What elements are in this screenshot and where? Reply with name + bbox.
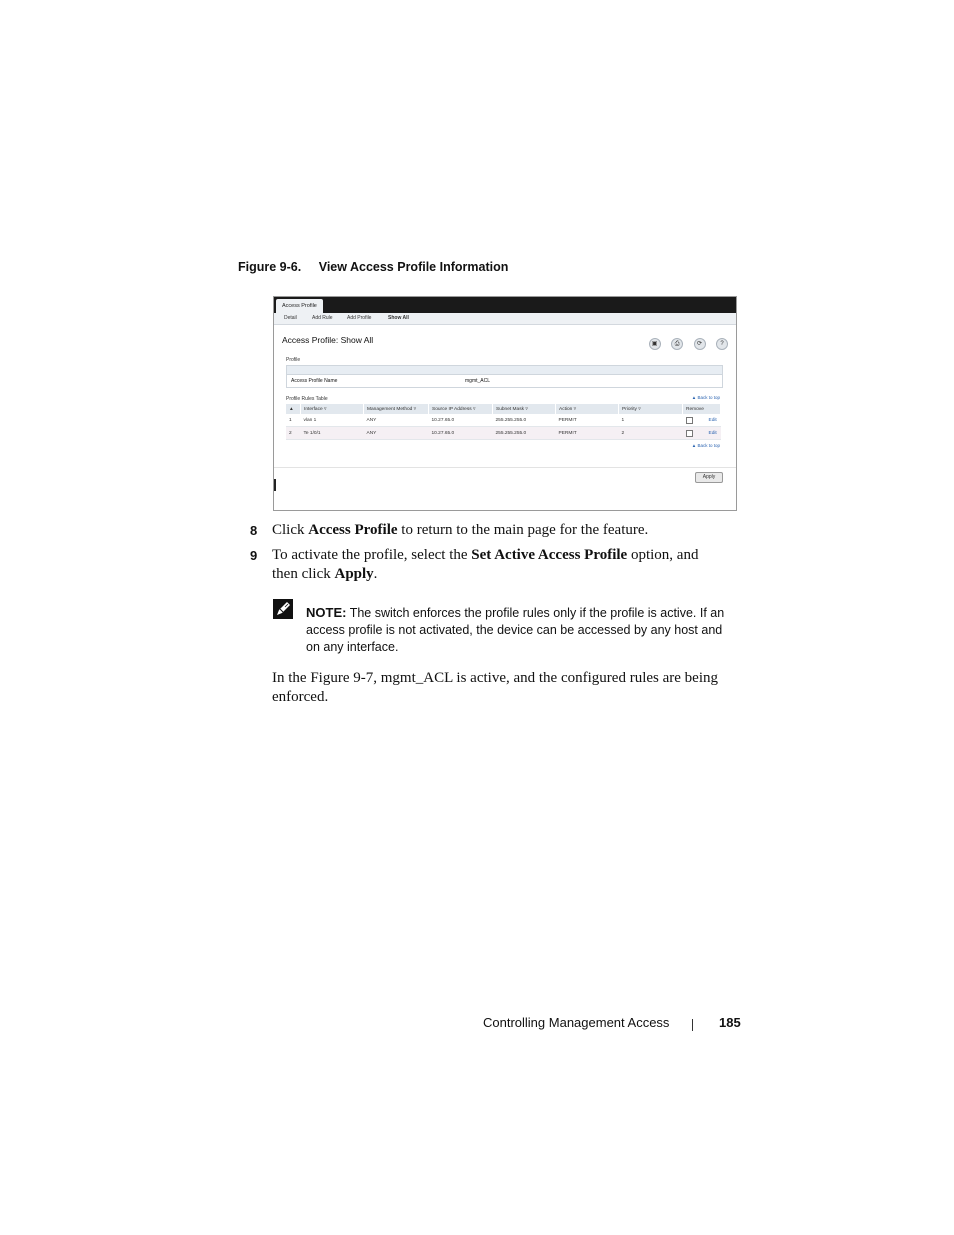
step-9 <box>250 546 740 586</box>
profile-rules-table <box>286 404 721 440</box>
cell-priority: 2 <box>619 427 683 440</box>
cell-remove <box>683 414 721 427</box>
back-to-top-link[interactable]: ▲ Back to top <box>691 443 720 448</box>
step-number: 8 <box>250 523 258 538</box>
page-title: Access Profile: Show All <box>282 335 374 345</box>
print-icon[interactable]: ⎙ <box>671 338 683 350</box>
remove-checkbox[interactable] <box>686 430 693 437</box>
profile-name-label: Access Profile Name <box>291 378 338 384</box>
cell-action: PERMIT <box>556 414 619 427</box>
footer-separator <box>692 1019 693 1031</box>
figure-caption <box>238 260 508 274</box>
save-icon[interactable]: ▣ <box>649 338 661 350</box>
remove-checkbox[interactable] <box>686 417 693 424</box>
col-management-method[interactable]: Management Method ▿ <box>364 404 429 414</box>
page-number: 185 <box>719 1015 741 1030</box>
cell-interface: vlan 1 <box>301 414 364 427</box>
subnav-add-rule[interactable]: Add Rule <box>312 315 333 321</box>
profile-box <box>286 365 723 388</box>
back-to-top-link[interactable]: ▲ Back to top <box>691 395 720 400</box>
cell-action: PERMIT <box>556 427 619 440</box>
rules-section-label: Profile Rules Table <box>286 396 328 402</box>
divider <box>274 467 736 468</box>
table-row <box>286 427 721 440</box>
profile-section-label: Profile <box>286 357 301 363</box>
cell-index: 2 <box>286 427 301 440</box>
figure-title: View Access Profile Information <box>318 260 509 274</box>
top-bar <box>274 297 736 313</box>
col-action[interactable]: Action ▿ <box>556 404 619 414</box>
cell-interface: Te 1/0/1 <box>301 427 364 440</box>
cell-remove <box>683 427 721 440</box>
cell-source-ip: 10.27.65.0 <box>429 427 493 440</box>
cell-method: ANY <box>364 427 429 440</box>
cell-index: 1 <box>286 414 301 427</box>
subnav-show-all[interactable]: Show All <box>388 315 409 321</box>
edit-link[interactable]: Edit <box>708 431 717 437</box>
scroll-marker <box>274 479 276 491</box>
cell-method: ANY <box>364 414 429 427</box>
col-source-ip[interactable]: Source IP Address ▿ <box>429 404 493 414</box>
refresh-icon[interactable]: ⟳ <box>694 338 706 350</box>
figure-screenshot <box>273 296 737 511</box>
figure-number: Figure 9-6. <box>238 260 302 274</box>
col-sort[interactable]: ▲ <box>286 404 301 414</box>
note-body: The switch enforces the profile rules only if the profile is active. If an access profile is not activated, the device can be accessed by any host and on any interface. <box>306 606 725 654</box>
cell-priority: 1 <box>619 414 683 427</box>
pencil-note-icon <box>273 599 293 619</box>
note-label: NOTE: <box>306 605 347 620</box>
cell-subnet: 255.255.255.0 <box>493 414 556 427</box>
step-text: To activate the profile, select the Set Active Access Profile option, and then click Apply. <box>272 547 699 582</box>
col-priority[interactable]: Priority ▿ <box>619 404 683 414</box>
body-paragraph: In the Figure 9-7, mgmt_ACL is active, and the configured rules are being enforced. <box>272 670 718 705</box>
col-remove: Remove <box>683 404 721 414</box>
col-subnet-mask[interactable]: Subnet Mask ▿ <box>493 404 556 414</box>
toolbar <box>643 332 728 350</box>
cell-source-ip: 10.27.65.0 <box>429 414 493 427</box>
step-number: 9 <box>250 548 258 563</box>
subnav-detail[interactable]: Detail <box>284 315 297 321</box>
tab-access-profile[interactable]: Access Profile <box>276 299 323 313</box>
help-icon[interactable]: ? <box>716 338 728 350</box>
subnav-add-profile[interactable]: Add Profile <box>347 315 372 321</box>
note-text <box>306 604 736 656</box>
step-8 <box>250 521 740 541</box>
sub-navigation <box>274 313 736 325</box>
step-text: Click Access Profile to return to the main page for the feature. <box>272 522 649 538</box>
apply-button[interactable]: Apply <box>695 472 723 483</box>
profile-name-value: mgmt_ACL <box>465 378 491 384</box>
edit-link[interactable]: Edit <box>708 418 717 424</box>
col-interface[interactable]: Interface ▿ <box>301 404 364 414</box>
cell-subnet: 255.255.255.0 <box>493 427 556 440</box>
table-row <box>286 414 721 427</box>
footer-section-title: Controlling Management Access <box>483 1015 670 1030</box>
